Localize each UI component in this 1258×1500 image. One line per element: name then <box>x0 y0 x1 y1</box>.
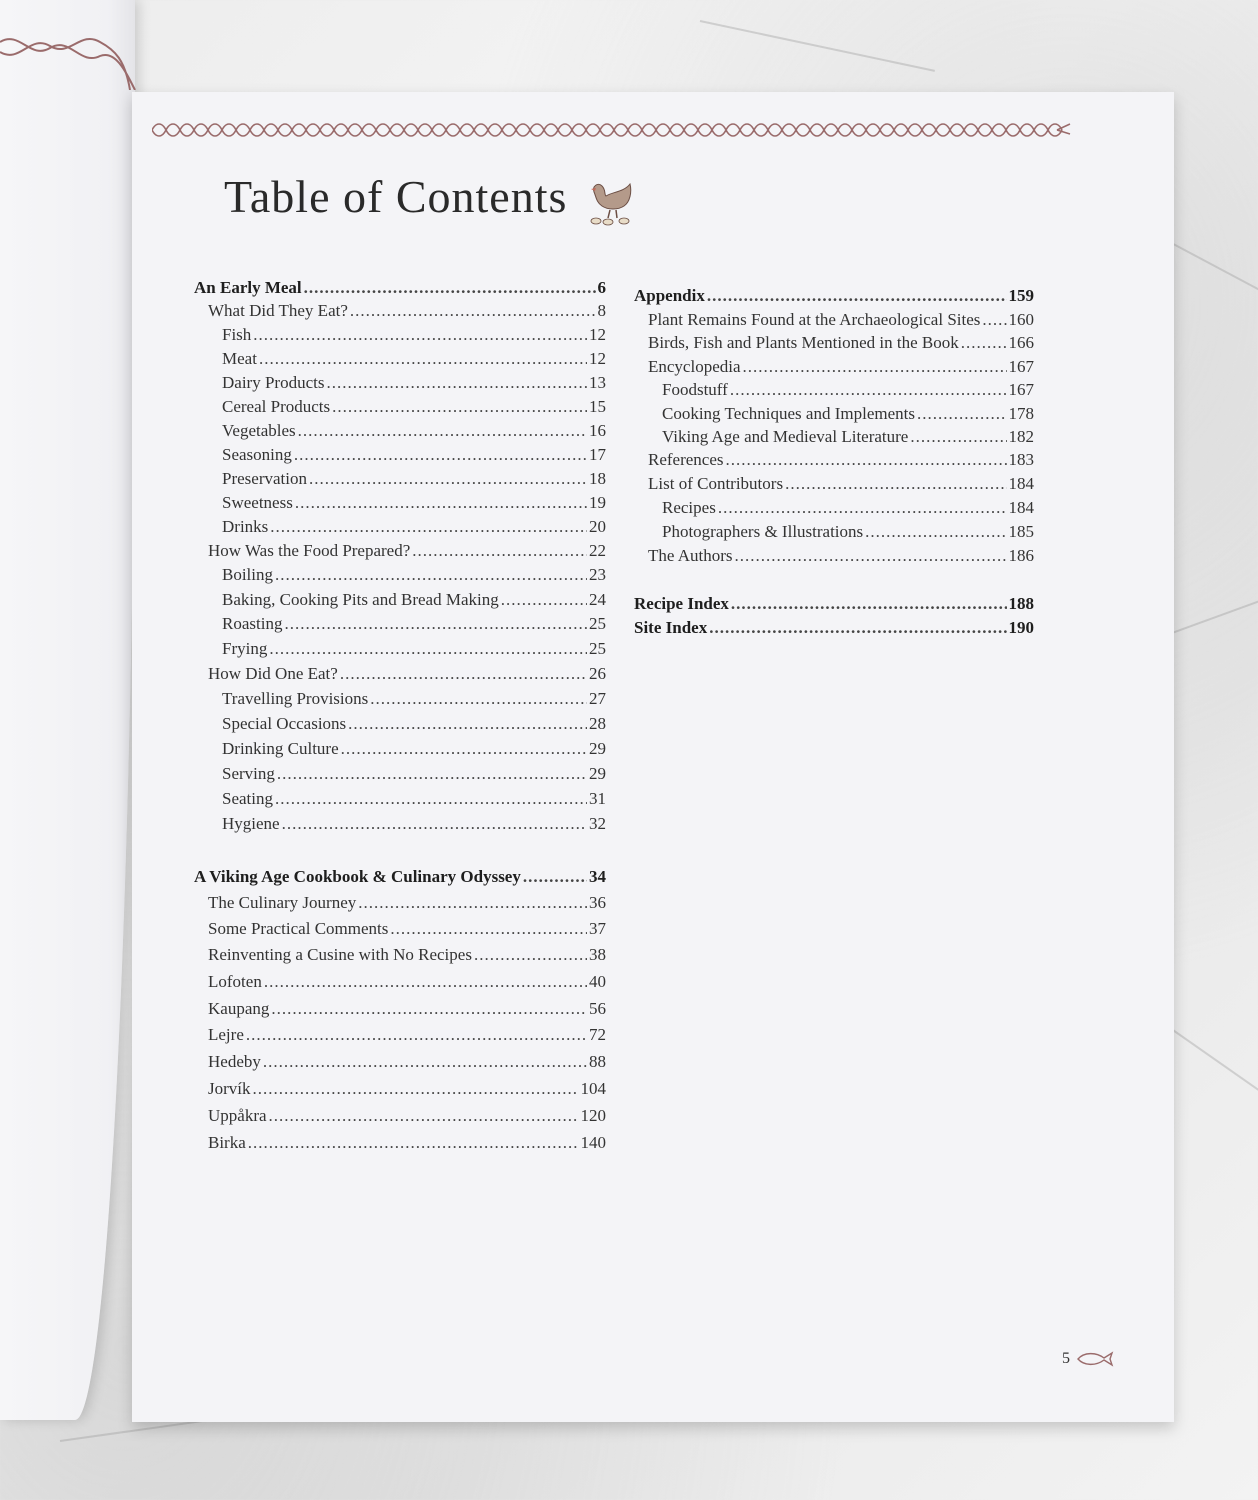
toc-entry-label: Vegetables <box>222 421 296 440</box>
toc-leader-dots <box>270 516 587 538</box>
toc-leader-dots <box>271 998 587 1020</box>
toc-leader-dots <box>264 971 587 993</box>
toc-entry <box>222 813 606 835</box>
toc-leader-dots <box>348 713 587 735</box>
toc-entry-label: Some Practical Comments <box>208 919 389 938</box>
left-facing-page <box>0 0 135 1420</box>
toc-leader-dots <box>910 426 1006 448</box>
toc-entry <box>222 564 606 586</box>
toc-entry-label: Jorvík <box>208 1079 251 1098</box>
toc-entry-page: 12 <box>589 325 606 344</box>
toc-entry-page: 23 <box>589 565 606 584</box>
toc-leader-dots <box>718 497 1007 519</box>
toc-entry <box>208 1024 606 1046</box>
toc-entry-page: 36 <box>589 893 606 912</box>
toc-entry <box>222 348 606 370</box>
toc-leader-dots <box>707 285 1007 307</box>
toc-entry <box>222 324 606 346</box>
toc-entry-page: 8 <box>597 301 606 320</box>
toc-entry-page: 17 <box>589 445 606 464</box>
toc-entry <box>634 593 1034 615</box>
toc-entry-label: Boiling <box>222 565 274 584</box>
toc-entry <box>648 449 1034 471</box>
toc-entry-page: 24 <box>589 590 606 609</box>
toc-entry <box>662 497 1034 519</box>
toc-entry <box>222 372 606 394</box>
toc-entry <box>208 944 606 966</box>
toc-entry-label: Special Occasions <box>222 714 347 733</box>
toc-entry <box>222 468 606 490</box>
toc-entry-label: Appendix <box>634 286 705 305</box>
toc-entry-page: 188 <box>1008 594 1034 613</box>
toc-leader-dots <box>263 1051 587 1073</box>
toc-leader-dots <box>961 332 1007 354</box>
toc-leader-dots <box>865 521 1006 543</box>
toc-entry-label: Photographers & Illustrations <box>662 522 864 541</box>
toc-entry-label: How Did One Eat? <box>208 664 338 683</box>
toc-entry-page: 182 <box>1008 427 1034 446</box>
toc-entry-page: 32 <box>589 814 606 833</box>
toc-entry-page: 104 <box>580 1079 606 1098</box>
toc-entry-page: 29 <box>589 739 606 758</box>
toc-leader-dots <box>358 892 587 914</box>
toc-entry-label: Recipe Index <box>634 594 729 613</box>
toc-entry-page: 37 <box>589 919 606 938</box>
toc-entry <box>208 1132 606 1154</box>
toc-entry-label: What Did They Eat? <box>208 301 348 320</box>
toc-entry-page: 22 <box>589 541 606 560</box>
toc-entry-label: Sweetness <box>222 493 293 512</box>
toc-entry-label: The Culinary Journey <box>208 893 357 912</box>
marble-vein <box>1159 1020 1258 1090</box>
toc-entry <box>208 918 606 940</box>
toc-entry-page: 25 <box>589 639 606 658</box>
toc-entry <box>208 1078 606 1100</box>
toc-entry <box>648 545 1034 567</box>
toc-entry-page: 31 <box>589 789 606 808</box>
toc-entry-page: 13 <box>589 373 606 392</box>
toc-entry-page: 88 <box>589 1052 606 1071</box>
toc-entry-label: Birds, Fish and Plants Mentioned in the Book <box>648 333 959 352</box>
toc-entry-page: 29 <box>589 764 606 783</box>
toc-entry-label: Birka <box>208 1133 246 1152</box>
toc-entry-label: Serving <box>222 764 275 783</box>
toc-leader-dots <box>295 492 587 514</box>
toc-entry-label: Encyclopedia <box>648 357 741 376</box>
toc-leader-dots <box>370 688 587 710</box>
toc-leader-dots <box>340 663 587 685</box>
toc-leader-dots <box>982 309 1006 331</box>
toc-leader-dots <box>284 613 587 635</box>
toc-entry <box>208 998 606 1020</box>
toc-entry-page: 185 <box>1008 522 1034 541</box>
toc-entry-label: Meat <box>222 349 257 368</box>
toc-entry-label: Preservation <box>222 469 307 488</box>
toc-leader-dots <box>294 444 587 466</box>
toc-entry <box>222 492 606 514</box>
toc-entry-page: 16 <box>589 421 606 440</box>
toc-entry-page: 40 <box>589 972 606 991</box>
page-number: 5 <box>1062 1350 1070 1367</box>
toc-entry-page: 166 <box>1008 333 1034 352</box>
toc-leader-dots <box>275 788 587 810</box>
toc-entry-label: Frying <box>222 639 268 658</box>
toc-leader-dots <box>709 617 1006 639</box>
toc-leader-dots <box>785 473 1006 495</box>
toc-entry <box>222 396 606 418</box>
toc-entry-page: 18 <box>589 469 606 488</box>
toc-entry-page: 12 <box>589 349 606 368</box>
toc-leader-dots <box>332 396 587 418</box>
toc-entry-label: List of Contributors <box>648 474 784 493</box>
toc-entry-label: Cereal Products <box>222 397 331 416</box>
toc-entry-page: 25 <box>589 614 606 633</box>
book-page <box>132 92 1174 1422</box>
toc-leader-dots <box>309 468 587 490</box>
toc-entry <box>208 1105 606 1127</box>
toc-entry <box>208 1051 606 1073</box>
toc-entry-page: 28 <box>589 714 606 733</box>
fish-ornament-icon <box>1074 1350 1114 1368</box>
toc-entry-page: 178 <box>1008 404 1034 423</box>
hen-icon <box>584 178 636 226</box>
toc-entry <box>222 420 606 442</box>
toc-entry-label: Drinks <box>222 517 269 536</box>
toc-leader-dots <box>474 944 587 966</box>
toc-entry-label: Lofoten <box>208 972 262 991</box>
toc-entry-page: 140 <box>580 1133 606 1152</box>
toc-entry <box>208 892 606 914</box>
toc-entry <box>634 285 1034 307</box>
toc-entry <box>208 971 606 993</box>
toc-entry <box>648 309 1034 331</box>
toc-entry-page: 159 <box>1008 286 1034 305</box>
toc-leader-dots <box>341 738 587 760</box>
toc-entry-page: 183 <box>1008 450 1034 469</box>
toc-leader-dots <box>259 348 587 370</box>
toc-entry-label: Reinventing a Cusine with No Recipes <box>208 945 472 964</box>
toc-leader-dots <box>304 277 596 299</box>
toc-entry-label: Plant Remains Found at the Archaeological Sites <box>648 310 981 329</box>
toc-entry <box>648 473 1034 495</box>
marble-vein <box>700 20 935 72</box>
toc-entry-label: A Viking Age Cookbook & Culinary Odyssey <box>194 867 521 886</box>
toc-entry-label: Seating <box>222 789 273 808</box>
page-title: Table of Contents <box>224 171 568 222</box>
toc-leader-dots <box>269 638 587 660</box>
toc-entry-page: 120 <box>580 1106 606 1125</box>
toc-entry-page: 19 <box>589 493 606 512</box>
toc-leader-dots <box>743 356 1007 378</box>
toc-entry-page: 190 <box>1008 618 1034 637</box>
toc-entry-label: Seasoning <box>222 445 292 464</box>
braid-ornament-icon <box>152 120 1072 140</box>
braid-ornament-icon <box>0 30 140 90</box>
toc-leader-dots <box>726 449 1007 471</box>
toc-entry <box>222 638 606 660</box>
toc-leader-dots <box>523 866 587 888</box>
toc-leader-dots <box>253 324 587 346</box>
toc-leader-dots <box>277 763 587 785</box>
toc-leader-dots <box>731 593 1007 615</box>
toc-leader-dots <box>298 420 587 442</box>
toc-entry-page: 56 <box>589 999 606 1018</box>
toc-entry <box>222 444 606 466</box>
toc-leader-dots <box>730 379 1007 401</box>
toc-entry-page: 20 <box>589 517 606 536</box>
toc-leader-dots <box>282 813 587 835</box>
toc-entry-label: Travelling Provisions <box>222 689 369 708</box>
toc-entry-label: Uppåkra <box>208 1106 267 1125</box>
toc-leader-dots <box>917 403 1007 425</box>
toc-entry-label: Drinking Culture <box>222 739 339 758</box>
toc-entry-label: Cooking Techniques and Implements <box>662 404 915 423</box>
toc-entry-label: Hygiene <box>222 814 280 833</box>
toc-entry-page: 6 <box>597 278 606 297</box>
toc-entry <box>648 356 1034 378</box>
toc-entry-label: Kaupang <box>208 999 270 1018</box>
toc-entry-page: 15 <box>589 397 606 416</box>
toc-entry-label: Site Index <box>634 618 708 637</box>
toc-leader-dots <box>412 540 587 562</box>
toc-entry <box>194 866 606 888</box>
toc-entry-label: Lejre <box>208 1025 244 1044</box>
toc-entry <box>208 540 606 562</box>
toc-entry-page: 34 <box>589 867 606 886</box>
toc-entry-label: Recipes <box>662 498 716 517</box>
toc-entry-page: 38 <box>589 945 606 964</box>
toc-entry <box>634 617 1034 639</box>
toc-entry-page: 160 <box>1008 310 1034 329</box>
toc-entry-page: 26 <box>589 664 606 683</box>
toc-entry-label: References <box>648 450 724 469</box>
toc-leader-dots <box>246 1024 587 1046</box>
toc-entry-label: Viking Age and Medieval Literature <box>662 427 909 446</box>
toc-leader-dots <box>248 1132 579 1154</box>
toc-leader-dots <box>735 545 1007 567</box>
toc-entry-page: 72 <box>589 1025 606 1044</box>
toc-entry <box>662 426 1034 448</box>
toc-leader-dots <box>326 372 587 394</box>
toc-entry <box>222 613 606 635</box>
toc-entry-page: 167 <box>1008 357 1034 376</box>
toc-entry-page: 167 <box>1008 380 1034 399</box>
toc-entry-label: Dairy Products <box>222 373 325 392</box>
toc-leader-dots <box>501 589 587 611</box>
toc-leader-dots <box>275 564 587 586</box>
toc-entry-page: 27 <box>589 689 606 708</box>
toc-entry-page: 184 <box>1008 474 1034 493</box>
toc-entry-label: Hedeby <box>208 1052 261 1071</box>
toc-entry-label: An Early Meal <box>194 278 302 297</box>
toc-entry-page: 186 <box>1008 546 1034 565</box>
toc-entry <box>662 521 1034 543</box>
toc-entry <box>222 788 606 810</box>
toc-entry-label: Foodstuff <box>662 380 728 399</box>
toc-entry <box>208 663 606 685</box>
toc-entry <box>662 403 1034 425</box>
toc-entry <box>662 379 1034 401</box>
toc-entry-label: Fish <box>222 325 252 344</box>
toc-entry-page: 184 <box>1008 498 1034 517</box>
toc-entry <box>648 332 1034 354</box>
toc-leader-dots <box>269 1105 579 1127</box>
toc-entry <box>222 738 606 760</box>
toc-entry <box>222 516 606 538</box>
toc-entry <box>208 300 606 322</box>
toc-leader-dots <box>350 300 596 322</box>
toc-entry-label: The Authors <box>648 546 733 565</box>
toc-entry <box>222 713 606 735</box>
toc-leader-dots <box>390 918 587 940</box>
toc-leader-dots <box>253 1078 579 1100</box>
toc-entry-label: How Was the Food Prepared? <box>208 541 411 560</box>
toc-entry <box>222 688 606 710</box>
toc-entry <box>222 589 606 611</box>
toc-entry <box>222 763 606 785</box>
toc-entry <box>194 277 606 299</box>
toc-entry-label: Roasting <box>222 614 283 633</box>
toc-entry-label: Baking, Cooking Pits and Bread Making <box>222 590 499 609</box>
